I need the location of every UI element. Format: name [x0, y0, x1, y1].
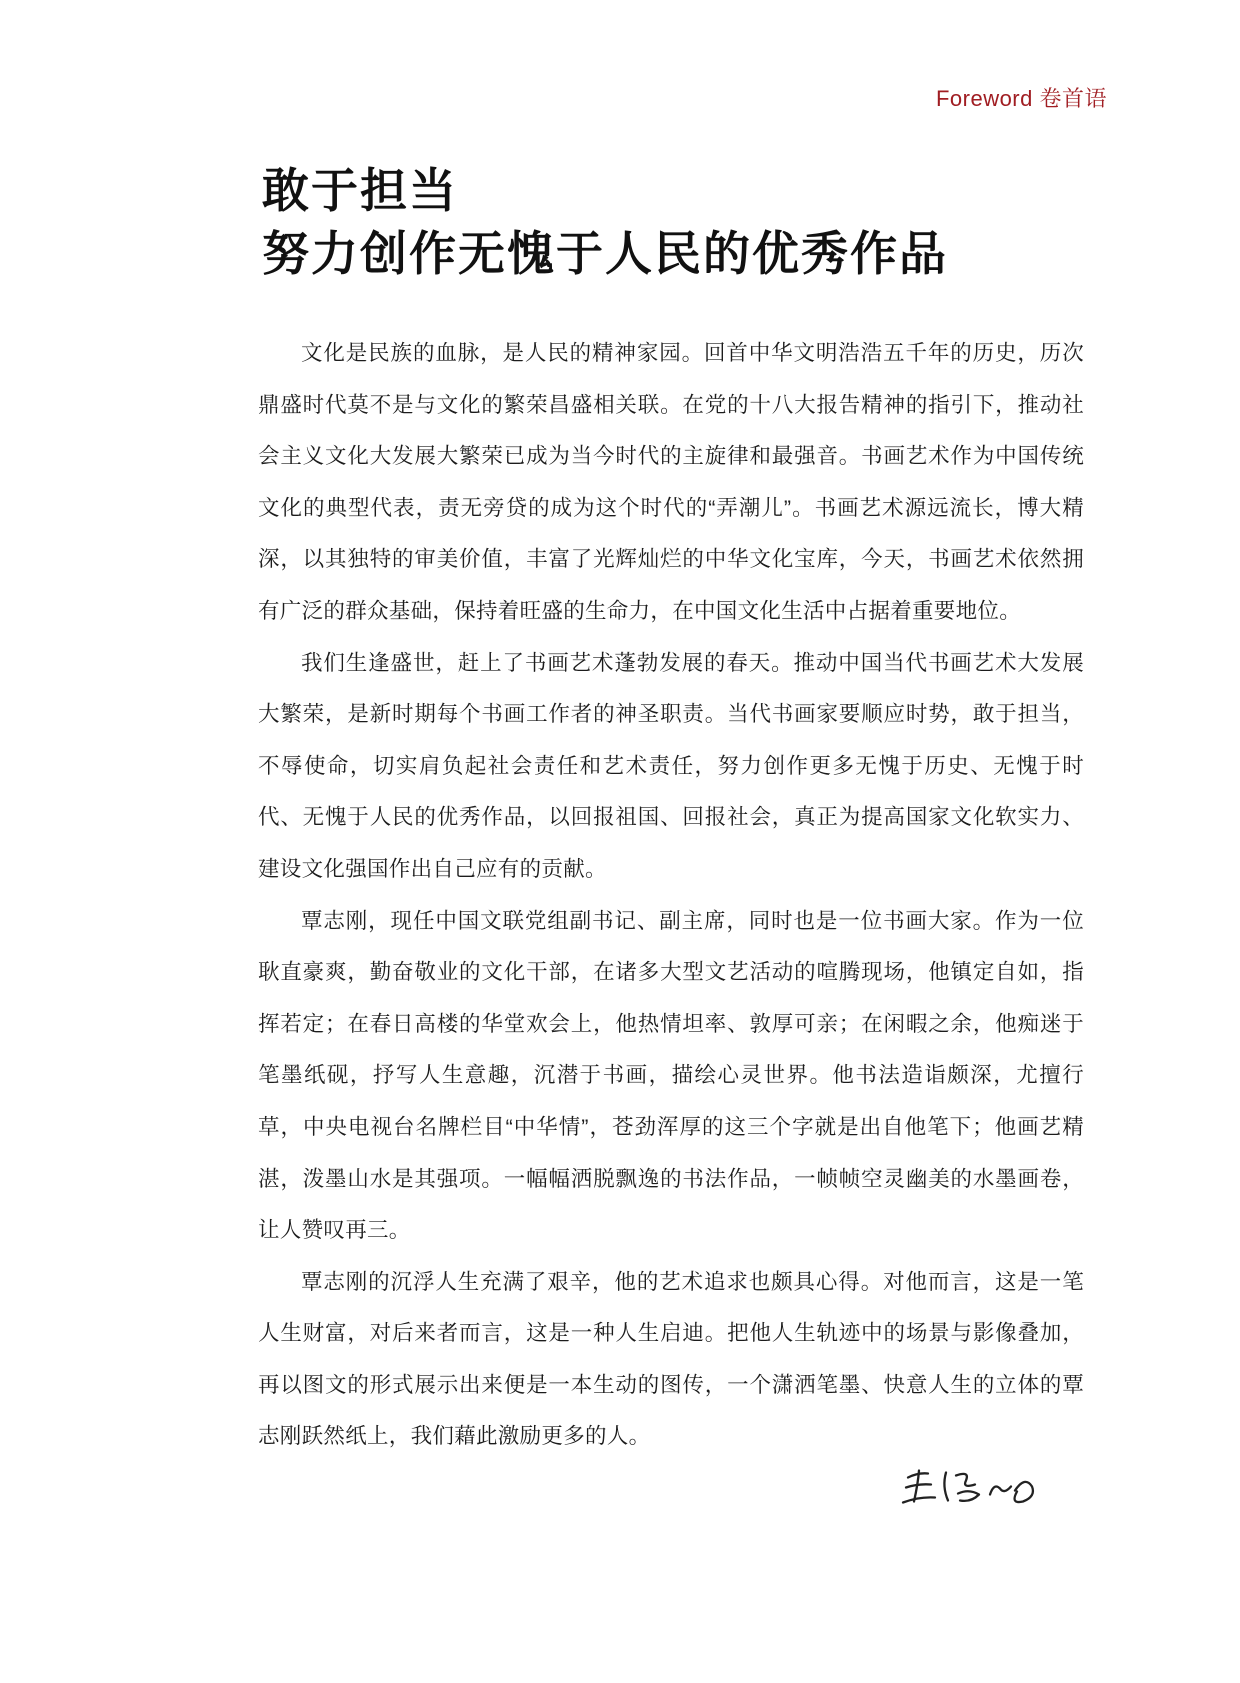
handwritten-signature-icon	[898, 1458, 1043, 1518]
page-title-line-1: 敢于担当	[262, 164, 458, 219]
foreword-paragraph-1: 文化是民族的血脉，是人民的精神家园。回首中华文明浩浩五千年的历史，历次鼎盛时代莫不是与文化的繁荣昌盛相关联。在党的十八大报告精神的指引下，推动社会主义文化大发展大繁荣已成为当今时代的主旋律和最强音。书画艺术作为中国传统文化的典型代表，责无旁贷的成为这个时代的“弄潮儿”。书画艺术源远流长，博大精深，以其独特的审美价值，丰富了光辉灿烂的中华文化宝库，今天，书画艺术依然拥有广泛的群众基础，保持着旺盛的生命力，在中国文化生活中占据着重要地位。	[258, 341, 1084, 623]
foreword-paragraph-3: 覃志刚，现任中国文联党组副书记、副主席，同时也是一位书画大家。作为一位耿直豪爽，勤奋敬业的文化干部，在诸多大型文艺活动的喧腾现场，他镇定自如，指挥若定；在春日高楼的华堂欢会上，他热情坦率、敦厚可亲；在闲暇之余，他痴迷于笔墨纸砚，抒写人生意趣，沉潜于书画，描绘心灵世界。他书法造诣颇深，尤擅行草，中央电视台名牌栏目“中华情”，苍劲浑厚的这三个字就是出自他笔下；他画艺精湛，泼墨山水是其强项。一幅幅洒脱飘逸的书法作品，一帧帧空灵幽美的水墨画卷，让人赞叹再三。	[258, 908, 1084, 1243]
foreword-body	[258, 328, 1084, 1463]
page-title	[262, 160, 948, 286]
foreword-paragraph-4: 覃志刚的沉浮人生充满了艰辛，他的艺术追求也颇具心得。对他而言，这是一笔人生财富，对后来者而言，这是一种人生启迪。把他人生轨迹中的场景与影像叠加，再以图文的形式展示出来便是一本生动的图传，一个潇洒笔墨、快意人生的立体的覃志刚跃然纸上，我们藉此激励更多的人。	[258, 1269, 1084, 1449]
foreword-paragraph-2: 我们生逢盛世，赶上了书画艺术蓬勃发展的春天。推动中国当代书画艺术大发展大繁荣，是新时期每个书画工作者的神圣职责。当代书画家要顺应时势，敢于担当，不辱使命，切实肩负起社会责任和艺术责任，努力创作更多无愧于历史、无愧于时代、无愧于人民的优秀作品，以回报祖国、回报社会，真正为提高国家文化软实力、建设文化强国作出自己应有的贡献。	[258, 650, 1084, 881]
author-signature	[898, 1458, 1043, 1518]
foreword-header-label: Foreword 卷首语	[935, 86, 1107, 111]
page-title-line-2: 努力创作无愧于人民的优秀作品	[262, 227, 948, 282]
